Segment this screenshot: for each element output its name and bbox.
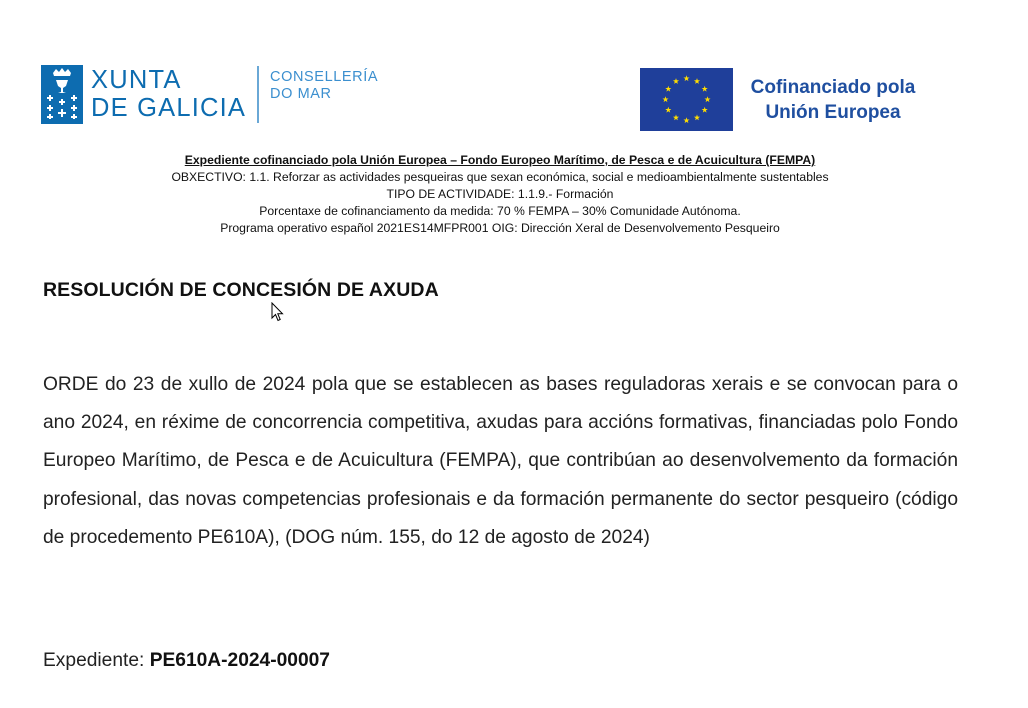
- cofinancing-header: [0, 152, 1000, 237]
- eu-flag-icon: [640, 68, 733, 131]
- header-program: Programa operativo español 2021ES14MFPR001 OIG: Dirección Xeral de Desenvolvemento Pesqueiro: [220, 221, 780, 235]
- xunta-line-1: XUNTA: [91, 66, 182, 94]
- header-percentage: Porcentaxe de cofinanciamento da medida: 70 % FEMPA – 30% Comunidade Autónoma.: [259, 204, 741, 218]
- header-activity-type: TIPO DE ACTIVIDADE: 1.1.9.- Formación: [386, 187, 614, 201]
- expediente-line: [43, 650, 330, 672]
- xunta-logo: [41, 64, 381, 126]
- order-paragraph: ORDE do 23 de xullo de 2024 pola que se establecen as bases reguladoras xerais e se convocan para o ano 2024, en réxime de concorrencia competitiva, axudas para accións formativas, financiadas polo Fondo Europeo Marítimo, de Pesca e de Acuicultura (FEMPA), que contribúan ao desenvolvemento da formación profesional, das novas competencias profesionais e da formación permanente do sector pesqueiro (código de procedemento PE610A), (DOG núm. 155, do 12 de agosto de 2024): [43, 374, 958, 548]
- eu-line-2: Unión Europea: [765, 102, 901, 123]
- conselleria-name: [270, 69, 378, 103]
- eu-cofinanced-label: [743, 75, 923, 125]
- logo-divider: [257, 66, 259, 123]
- header-title: Expediente cofinanciado pola Unión Europea – Fondo Europeo Marítimo, de Pesca e de Acuicultura (FEMPA): [184, 153, 816, 167]
- expediente-label: Expediente:: [43, 650, 150, 671]
- expediente-number: PE610A-2024-00007: [149, 650, 330, 671]
- xunta-line-2: DE GALICIA: [91, 94, 247, 122]
- conselleria-line-2: DO MAR: [270, 86, 332, 102]
- header-objective: OBXECTIVO: 1.1. Reforzar as actividades pesqueiras que sexan económica, social e medioambientalmente sustentables: [171, 170, 829, 184]
- document-title: RESOLUCIÓN DE CONCESIÓN DE AXUDA: [43, 279, 439, 301]
- xunta-name: [91, 66, 246, 122]
- eu-logo: [640, 68, 930, 132]
- conselleria-line-1: CONSELLERÍA: [270, 69, 379, 85]
- galicia-coat-of-arms-icon: [41, 65, 83, 124]
- mouse-pointer-icon: [271, 302, 285, 322]
- eu-line-1: Cofinanciado pola: [750, 77, 916, 98]
